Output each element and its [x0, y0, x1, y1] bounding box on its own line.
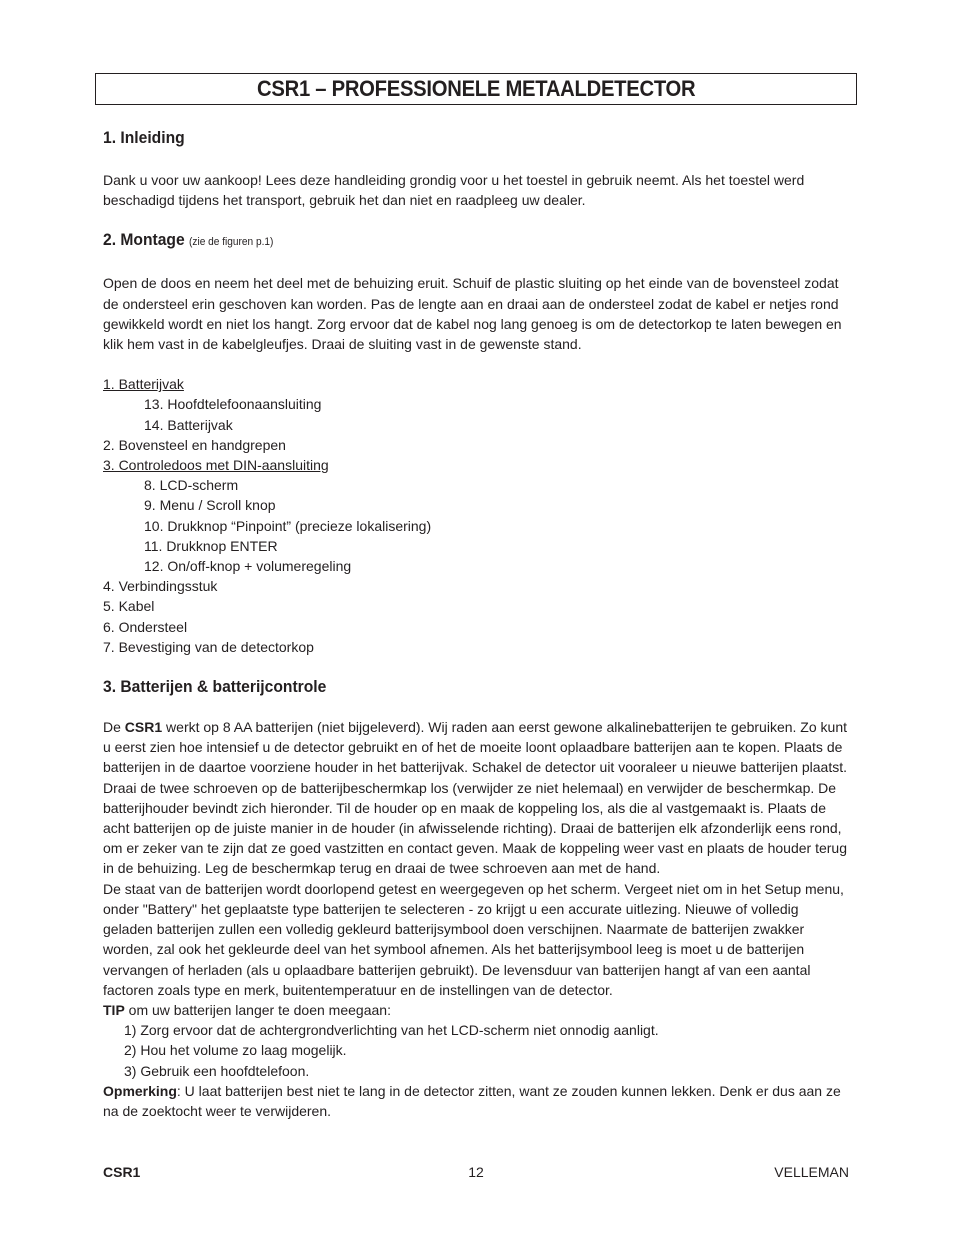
page-number: 12 [468, 1164, 484, 1180]
tips-list [103, 1020, 848, 1081]
list-item: 7. Bevestiging van de detectorkop [103, 638, 314, 655]
list-item: 12. On/off-knop + volumeregeling [144, 558, 352, 575]
list-item: 14. Batterijvak [144, 416, 233, 433]
page-footer [103, 1164, 849, 1182]
list-item: 4. Verbindingsstuk [103, 578, 218, 595]
list-item: 1. Batterijvak [103, 376, 184, 393]
list-item: 5. Kabel [103, 598, 155, 615]
product-name: CSR1 [124, 719, 163, 736]
list-item: 1) Zorg ervoor dat de achtergrondverlichting van het LCD-scherm niet onnodig aanligt. [124, 1022, 659, 1039]
page-title: CSR1 – PROFESSIONELE METAALDETECTOR [256, 76, 696, 101]
footer-brand: VELLEMAN [774, 1164, 849, 1180]
list-item: 8. LCD-scherm [144, 477, 239, 494]
montage-heading-text: 2. Montage [103, 230, 185, 250]
parts-list [103, 374, 848, 657]
list-item: 2) Hou het volume zo laag mogelijk. [124, 1042, 347, 1059]
inleiding-paragraph: Dank u voor uw aankoop! Lees deze handleiding grondig voor u het toestel in gebruik neemt. Als het toestel werd beschadigd tijdens het transport, gebruik het dan niet en raadpleeg uw dealer. [103, 172, 805, 209]
batterijen-paragraph-2: De staat van de batterijen wordt doorlopend getest en weergegeven op het scherm. Vergeet niet om in het Setup menu, onder "Battery" het geplaatste type batterijen te selecteren - zo krijgt u een accurate uitlezing. Nieuwe of volledig geladen batterijen zullen een volledig gekleurd batterijsymbool doen verschijnen. Naarmate de batterijen zwakker worden, zal ook het gekleurde deel van het symbool afnemen. Als het batterijsymbool leeg is moet u de batterijen vervangen of herladen (als u oplaadbare batterijen gebruikt). De levensduur van batterijen hangt af van een aantal factoren zoals type en merk, buitentemperatuur en de instellingen van de detector. [103, 880, 844, 998]
title-box [95, 73, 857, 105]
list-item: 10. Drukknop “Pinpoint” (precieze lokalisering) [144, 517, 432, 534]
list-item: 9. Menu / Scroll knop [144, 497, 276, 514]
montage-heading-note: (zie de figuren p.1) [189, 236, 274, 249]
remark-paragraph: Opmerking: U laat batterijen best niet te lang in de detector zitten, want ze zouden kunnen lekken. Denk er dus aan ze na de zoektocht weer te verwijderen. [103, 1082, 841, 1119]
list-item: 13. Hoofdtelefoonaansluiting [144, 396, 322, 413]
list-item: 3) Gebruik een hoofdtelefoon. [124, 1062, 310, 1079]
list-item: 6. Ondersteel [103, 618, 188, 635]
list-item: 3. Controledoos met DIN-aansluiting [103, 457, 329, 474]
section-heading-montage [103, 227, 788, 255]
document-body [103, 125, 848, 1121]
footer-model: CSR1 [103, 1164, 141, 1180]
tip-line: TIP om uw batterijen langer te doen meegaan: [103, 1001, 391, 1018]
list-item: 2. Bovensteel en handgrepen [103, 436, 286, 453]
montage-paragraph: Open de doos en neem het deel met de behuizing eruit. Schuif de plastic sluiting op het einde van de bovensteel zodat de ondersteel erin geschoven kan worden. Pas de lengte aan en draai aan de ondersteel zodat de kabel er netjes rond gewikkeld wordt en niet los hangt. Zorg ervoor dat de kabel nog lang genoeg is om de detectorkop te laten bewegen en klik hem vast in de kabelgleufjes. Draai de sluiting vast in de gewenste stand. [103, 275, 842, 353]
section-heading-inleiding: 1. Inleiding [103, 128, 185, 147]
section-heading-batterijen: 3. Batterijen & batterijcontrole [103, 677, 327, 697]
list-item: 11. Drukknop ENTER [144, 537, 278, 554]
batterijen-paragraph-1: De CSR1 werkt op 8 AA batterijen (niet bijgeleverd). Wij raden aan eerst gewone alkalinebatterijen te gebruiken. Zo kunt u eerst zien hoe intensief u de detector gebruikt en of het de moeite loont oplaadbare batterijen aan te kopen. Plaats de batterijen in de daartoe voorziene houder in het batterijvak. Schakel de detector uit vooraleer u nieuwe batterijen plaatst. Draai de twee schroeven op de batterijbeschermkap los (verwijder ze niet helemaal) en verwijder de beschermkap. De batterijhouder bevindt zich hieronder. Til de houder op en maak de koppeling los, als die al vastgemaakt is. Plaats de acht batterijen op de juiste manier in de houder (in afwisselende richting). Draai de batterijen elk afzonderlijk eens rond, om er zeker van te zijn dat ze goed vastzitten en contact geven. Maak de koppeling weer vast en plaats de houder terug in de behuizing. Leg de beschermkap terug en draai de twee schroeven aan met de hand. [103, 719, 848, 877]
